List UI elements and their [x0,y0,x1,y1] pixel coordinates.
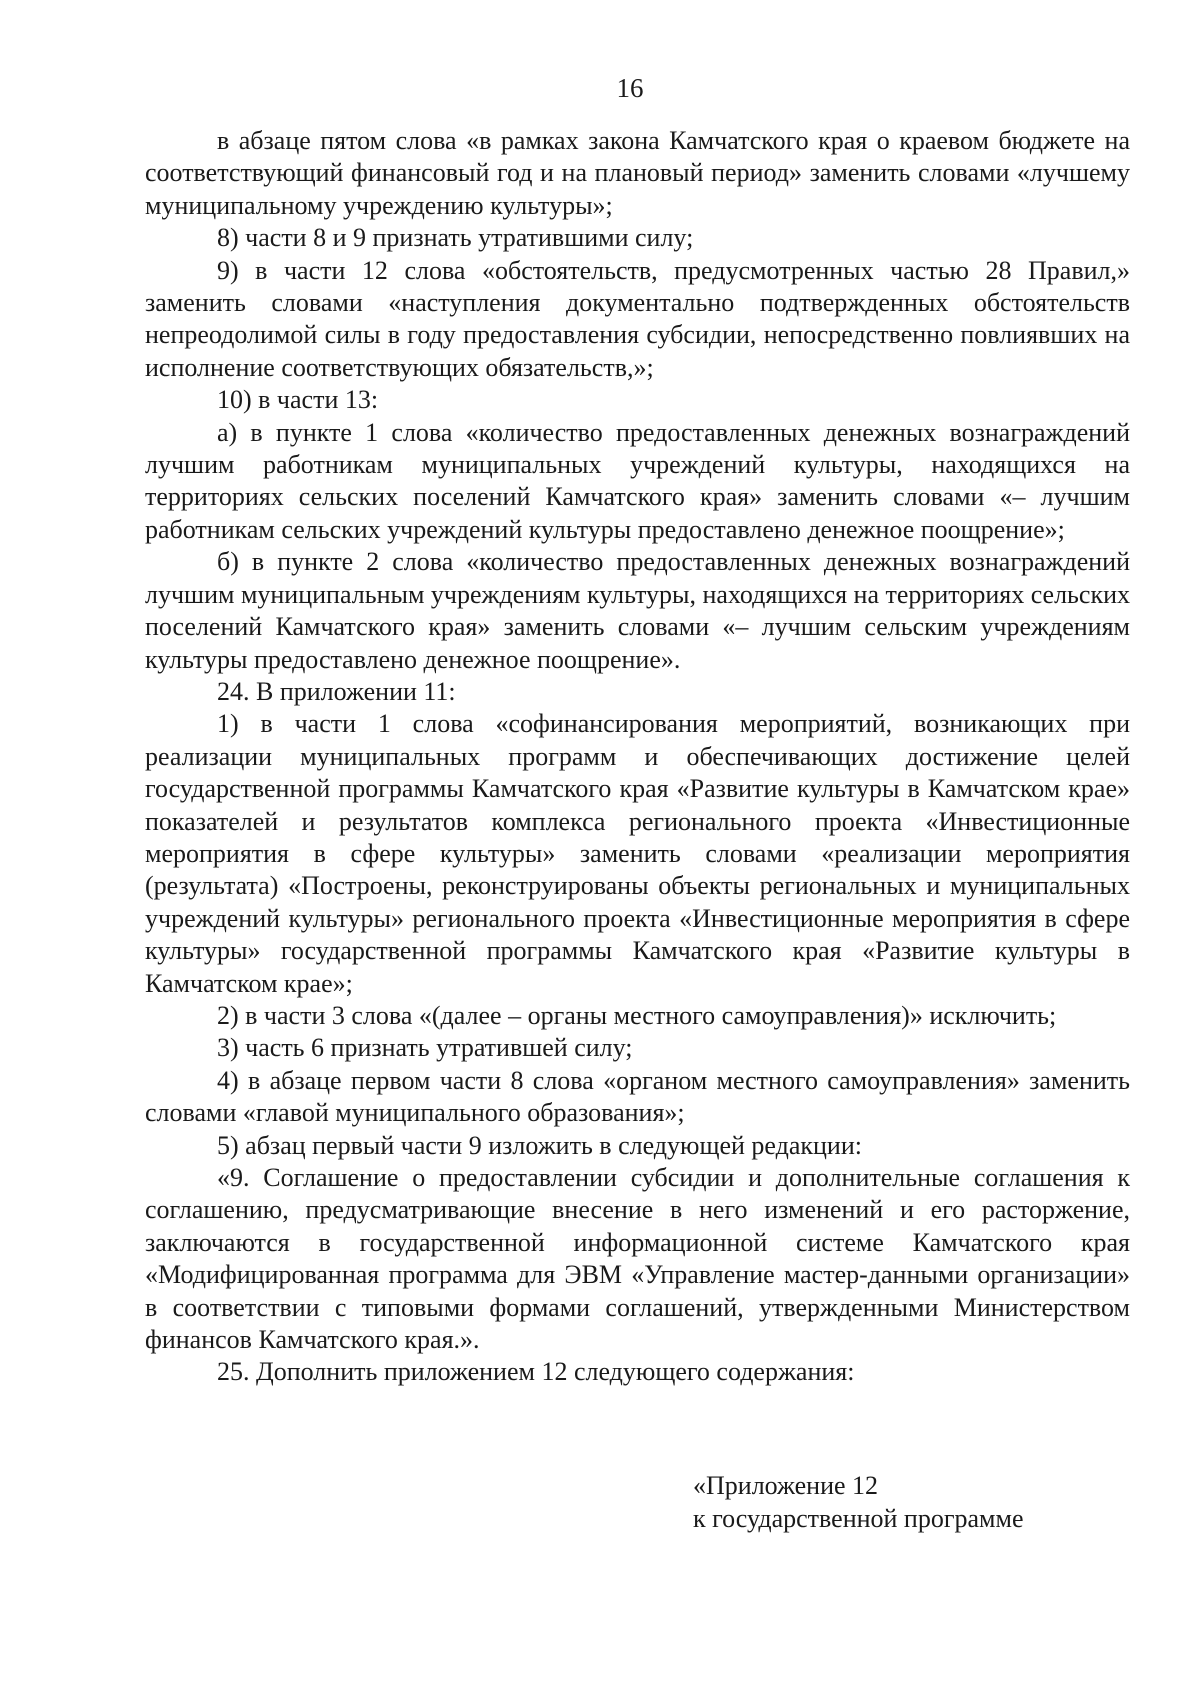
paragraph: 5) абзац первый части 9 изложить в следующей редакции: [217,1130,862,1160]
paragraph: а) в пункте 1 слова «количество предоставленных денежных вознаграждений лучшим работникам муниципальных учреждений культуры, находящихся на территориях сельских поселений Камчатского края» заменить словами «– лучшим работникам сельских учреждений культуры предоставлено денежное поощрение»; [145,417,1130,544]
annex-heading-line: «Приложение 12 [693,1471,879,1500]
paragraph: «9. Соглашение о предоставлении субсидии и дополнительные соглашения к соглашению, предусматривающие внесение в него изменений и его расторжение, заключаются в государственной информационной системе Камчатского края «Модифицированная программа для ЭВМ «Управление мастер-данными организации» в соответствии с типовыми формами соглашений, утвержденными Министерством финансов Камчатского края.». [145,1163,1130,1355]
paragraph: 24. В приложении 11: [217,676,456,706]
annex-heading-line: к государственной программе [693,1504,1024,1533]
paragraph: 9) в части 12 слова «обстоятельств, предусмотренных частью 28 Правил,» заменить словами «наступления документально подтвержденных обстоятельств непреодолимой силы в году предоставления субсидии, непосредственно повлиявших на исполнение соответствующих обязательств,»; [145,255,1130,382]
paragraph: 8) части 8 и 9 признать утратившими силу; [217,223,694,253]
page-number: 16 [616,73,644,103]
paragraph: в абзаце пятом слова «в рамках закона Камчатского края о краевом бюджете на соответствующий финансовый год и на плановый период» заменить словами «лучшему муниципальному учреждению культуры»; [145,126,1130,220]
paragraph: 1) в части 1 слова «софинансирования мероприятий, возникающих при реализации муниципальных программ и обеспечивающих достижение целей государственной программы Камчатского края «Развитие культуры в Камчатском крае» показателей и результатов комплекса регионального проекта «Инвестиционные мероприятия в сфере культуры» заменить словами «реализации мероприятия (результата) «Построены, реконструированы объекты региональных и муниципальных учреждений культуры» регионального проекта «Инвестиционные мероприятия в сфере культуры» государственной программы Камчатского края «Развитие культуры в Камчатском крае»; [145,709,1130,998]
paragraph: 3) часть 6 признать утратившей силу; [217,1033,633,1063]
paragraph: 10) в части 13: [217,385,379,415]
paragraph: 25. Дополнить приложением 12 следующего содержания: [217,1357,855,1387]
paragraph: б) в пункте 2 слова «количество предоставленных денежных вознаграждений лучшим муниципальным учреждениям культуры, находящихся на территориях сельских поселений Камчатского края» заменить словами «– лучшим сельским учреждениям культуры предоставлено денежное поощрение». [145,547,1131,674]
paragraph: 2) в части 3 слова «(далее – органы местного самоуправления)» исключить; [217,1000,1057,1030]
paragraph: 4) в абзаце первом части 8 слова «органом местного самоуправления» заменить словами «главой муниципального образования»; [145,1065,1130,1128]
annex-heading [693,1469,1113,1535]
document-body [145,125,1130,1389]
